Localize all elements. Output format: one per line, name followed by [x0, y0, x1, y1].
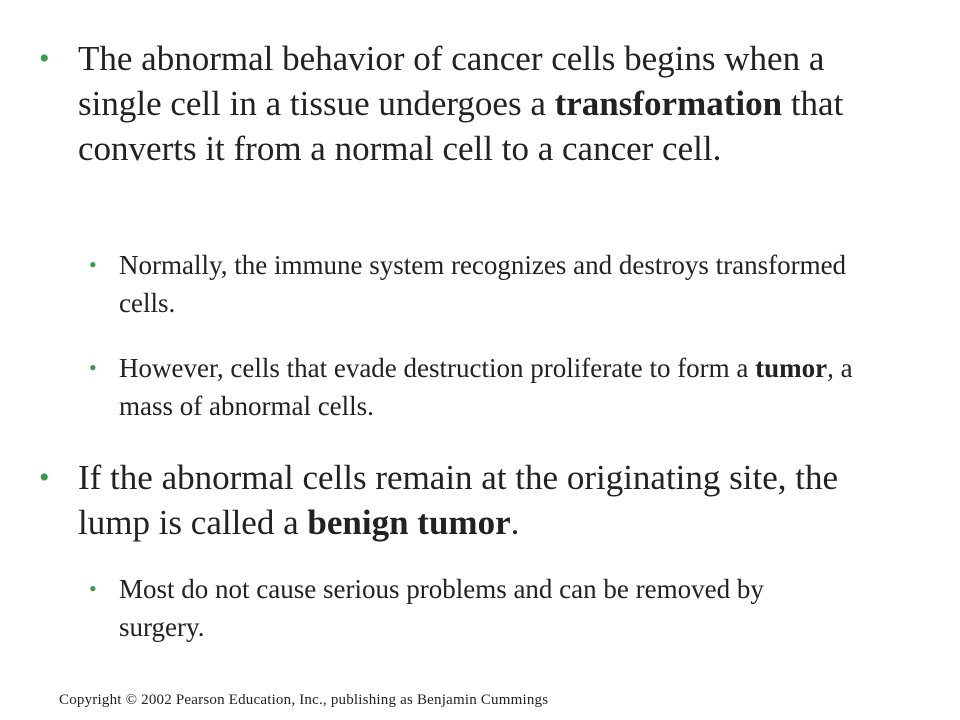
bold-term: tumor [755, 353, 828, 383]
bullet-text [119, 349, 899, 425]
bullet-marker: • [39, 42, 50, 75]
bullet-text [119, 570, 839, 646]
text-run: . [510, 503, 520, 542]
bullet-marker: • [89, 576, 97, 601]
text-run: Most do not cause serious problems and can be removed by surgery. [119, 574, 764, 642]
bullet-marker: • [39, 461, 50, 494]
text-run: However, cells that evade destruction proliferate to form a [119, 353, 756, 383]
sub-bullet-immune-system [89, 246, 899, 322]
bullet-item-benign-tumor [39, 455, 908, 545]
copyright-footer: Copyright © 2002 Pearson Education, Inc., publishing as Benjamin Cummings [59, 692, 549, 708]
sub-bullet-surgery [89, 570, 839, 646]
bullet-marker: • [89, 252, 97, 277]
text-run: Normally, the immune system recognizes and destroys transformed cells. [119, 250, 847, 318]
text-run: The abnormal behavior of cancer cells begins when a single cell in a tissue undergoes a [78, 39, 825, 123]
bullet-item-transformation [39, 36, 908, 171]
bullet-text [78, 455, 908, 545]
bullet-marker: • [89, 355, 97, 380]
bold-term: transformation [554, 84, 783, 123]
text-run: If the abnormal cells remain at the originating site, the lump is called a [78, 458, 839, 542]
bullet-text [119, 246, 899, 322]
bullet-text [78, 36, 908, 171]
sub-bullet-tumor [89, 349, 899, 425]
text-run: that converts it from a normal cell to a cancer cell. [78, 84, 844, 168]
text-run: , a mass of abnormal cells. [119, 353, 853, 421]
bold-term: benign tumor [307, 503, 511, 542]
